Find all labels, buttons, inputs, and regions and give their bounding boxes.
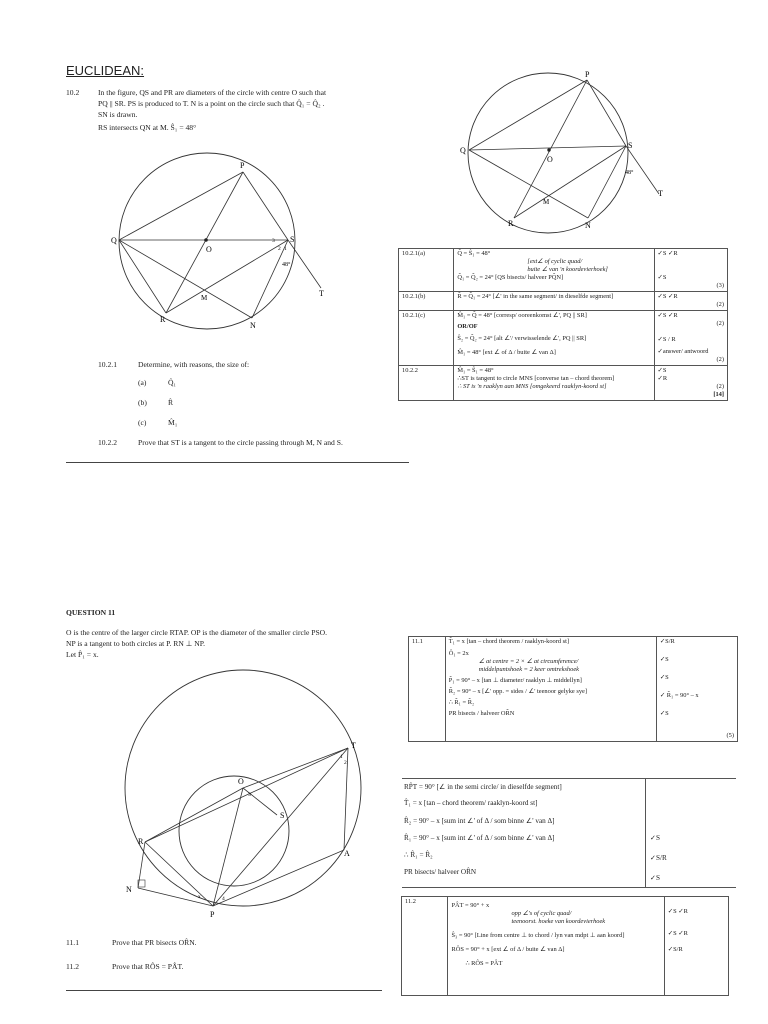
memo10-d-l3: ∴ ST is 'n raaklyn aan MNS [omgekeerd raaklyn-koord st] xyxy=(457,383,607,390)
q10-copy-label-o: O xyxy=(547,155,553,164)
q10-intro-4: RS intersects QN at M. Ŝ₁ = 48° xyxy=(98,123,197,132)
q10-label-angle: 48° xyxy=(282,262,291,268)
memo10-a-m1: ✓S ✓R xyxy=(657,250,678,257)
q111-number: 11.1 xyxy=(66,938,80,947)
q11-label-n: N xyxy=(126,885,132,894)
q11-label-o3: 3 xyxy=(248,792,251,798)
memo10-d-num: 10.2.2 xyxy=(399,366,454,401)
q11-label-a: A xyxy=(344,849,350,858)
memo111-table xyxy=(408,636,738,742)
memo112-m1: ✓S ✓R xyxy=(667,908,688,915)
memo112-num: 11.2 xyxy=(402,897,448,996)
memo10-c-marks1: (2) xyxy=(716,320,724,327)
q10-intro-2: PQ || SR. PS is produced to T. N is a point on the circle such that Q̂₁ = Q̂₂ . xyxy=(98,99,325,108)
memo112-table xyxy=(401,896,729,996)
memo10-d-l1: M̂₁ = Ŝ₁ = 48° xyxy=(457,367,494,374)
divider-left-1 xyxy=(66,462,409,463)
section-title: EUCLIDEAN: xyxy=(66,63,145,78)
q10-copy-label-m: M xyxy=(543,198,550,206)
memo111-num: 11.1 xyxy=(409,637,446,742)
q10-copy-label-t: T xyxy=(658,189,663,198)
memo111-m2: ✓S xyxy=(659,656,669,663)
memo10-c-m2: ✓S / R xyxy=(657,336,676,343)
memo112-l4: ∴ RÔS = PÂT xyxy=(465,960,503,967)
q11-label-s: S xyxy=(280,811,285,820)
memo10-c-m3: ✓answer/ antwoord xyxy=(657,348,709,355)
memo10-b-marks: (2) xyxy=(716,301,724,308)
q10-figure-copy xyxy=(445,68,685,238)
q11-label-p: P xyxy=(210,910,215,919)
part-a-value: Q̂₁ xyxy=(168,378,177,387)
q10-copy-label-s: S xyxy=(628,141,633,150)
q10-copy-label-r: R xyxy=(508,219,514,228)
q10-label-m: M xyxy=(201,294,208,302)
memo112-m3: ✓S/R xyxy=(667,946,683,953)
q11-figure xyxy=(100,660,390,920)
memo111-l6: PR bisects / halveer OR̂N xyxy=(448,710,515,717)
q10-label-o: O xyxy=(206,245,212,254)
part-c-value: M̂₁ xyxy=(168,418,178,427)
q112-text: Prove that RÔS = PÂT. xyxy=(112,962,184,971)
q11-intro-2: NP is a tangent to both circles at P. RN ⊥ NP. xyxy=(66,639,206,648)
q1021-number: 10.2.1 xyxy=(98,360,117,369)
memo10-d-l2: ∴ST is tangent to circle MNS [converse tan – chord theorem] xyxy=(457,375,615,382)
q10-number: 10.2 xyxy=(66,88,80,97)
q11-intro-1: O is the centre of the larger circle RTAP. OP is the diameter of the smaller circle PSO. xyxy=(66,628,328,637)
q10-label-t: T xyxy=(319,289,324,298)
memo111-m4: ✓ R̂₁ = 90° – x xyxy=(659,692,699,699)
memo10-d-marks: (2) xyxy=(716,383,724,390)
q11-label-t: T xyxy=(351,741,356,750)
part-b-value: R̂ xyxy=(168,398,174,407)
memo111b-l3: R̂₂ = 90° – x [sum int ∠' of Δ / som binne ∠' van Δ] xyxy=(404,817,555,825)
memo111-l4: R̂₂ = 90° – x [∠' opp. = sides / ∠' teenoor gelyke sye] xyxy=(448,688,588,695)
part-b-label: (b) xyxy=(138,398,147,407)
memo10-a-m2: ✓S xyxy=(657,274,667,281)
memo111b-l5: ∴ R̂₁ = R̂₂ xyxy=(404,851,433,859)
memo10-c-l1: M̂₁ = Q̂ = 48° [corresp/ ooreenkomst ∠', PQ || SR] xyxy=(457,312,587,319)
q11-label-o: O xyxy=(238,777,244,786)
memo10-a-r2: buite ∠ van 'n koordevierhoek] xyxy=(527,266,608,273)
part-c-label: (c) xyxy=(138,418,147,427)
memo111-m3: ✓S xyxy=(659,674,669,681)
memo112-l1a: PÂT = 90° + x xyxy=(451,902,490,909)
part-a-label: (a) xyxy=(138,378,147,387)
q1022-text: Prove that ST is a tangent to the circle passing through M, N and S. xyxy=(138,438,343,447)
q10-label-p: P xyxy=(240,161,245,170)
q10-centre-dot xyxy=(204,238,208,242)
q10-copy-label-angle: 48° xyxy=(625,170,634,176)
q10-label-n2: 2 xyxy=(278,246,281,252)
memo10-a-l1: Q̂ = Ŝ₁ = 48° xyxy=(457,250,491,257)
memo111-l3: P̂₁ = 90° – x [tan ⊥ diameter/ raaklyn ⊥ middellyn] xyxy=(448,677,582,684)
q11-label-p4: 4 xyxy=(222,896,225,902)
q111-text: Prove that PR bisects OR̂N. xyxy=(112,938,197,947)
q10-copy-label-q: Q xyxy=(460,146,466,155)
q10-intro-1: In the figure, QS and PR are diameters of the circle with centre O such that xyxy=(98,88,327,97)
memo10-a-marks: (3) xyxy=(716,282,724,289)
memo112-m2: ✓S ✓R xyxy=(667,930,688,937)
memo111b-l6: PR bisects/ halveer OR̂N xyxy=(404,868,477,876)
memo10-c-marks2: (2) xyxy=(716,356,724,363)
memo111-marks: (5) xyxy=(726,732,734,739)
q10-copy-label-p: P xyxy=(585,70,590,79)
q10-figure xyxy=(100,150,350,330)
memo112-l2: Ŝ₃ = 90° [Line from centre ⊥ to chord / lyn van mdpt ⊥ aan koord] xyxy=(451,932,625,939)
memo111-m1: ✓S/R xyxy=(659,638,675,645)
q1021-text: Determine, with reasons, the size of: xyxy=(138,360,250,369)
memo10-total: [14] xyxy=(713,391,724,398)
memo111b-box xyxy=(402,778,736,888)
memo111b-m1: ✓S xyxy=(650,834,661,842)
q11-heading: QUESTION 11 xyxy=(66,608,116,617)
q11-label-t2: 2 xyxy=(344,760,347,766)
memo111b-m2: ✓S/R xyxy=(650,854,667,862)
memo10-c-num: 10.2.1(c) xyxy=(399,311,454,366)
memo111b-m3: ✓S xyxy=(650,874,661,882)
q10-label-s: S xyxy=(290,235,295,244)
q10-label-q: Q xyxy=(111,236,117,245)
memo10-a-num: 10.2.1(a) xyxy=(399,249,454,292)
memo111-l5: ∴ R̂₁ = R̂₂ xyxy=(448,699,475,706)
q11-label-t1: 1 xyxy=(340,754,343,760)
memo111b-l4: R̂₁ = 90° – x [sum int ∠' of Δ / som binne ∠' van Δ] xyxy=(404,834,555,842)
q10-label-n3: 3 xyxy=(272,238,275,244)
q10-label-r: R xyxy=(160,315,166,324)
memo10-c-m1: ✓S ✓R xyxy=(657,312,678,319)
memo111-l2b: ∠ at centre = 2 × ∠ at circumference/ xyxy=(478,658,579,665)
memo111b-l1: RP̂T = 90° [∠ in the semi circle/ in dieselfde segment] xyxy=(404,783,562,791)
q112-number: 11.2 xyxy=(66,962,80,971)
memo10-a-r1: [ext∠ of cyclic quad/ xyxy=(527,258,583,265)
memo10-b-l1: R̂ = Q̂₁ = 24° [∠' in the same segment/ in dieselfde segment] xyxy=(457,293,614,300)
memo10-d-m1: ✓S xyxy=(657,367,667,374)
q10-label-n: N xyxy=(250,321,256,330)
memo10-c-or: OR/OF xyxy=(457,323,478,330)
memo10-b-m1: ✓S ✓R xyxy=(657,293,678,300)
memo10-c-l2: Ŝ₂ = Q̂₂ = 24° [alt ∠'/ verwisselende ∠', PQ || SR] xyxy=(457,335,587,342)
memo111-l2a: Ô₁ = 2x xyxy=(448,650,469,657)
memo112-l3: RÔS = 90° + x [ext ∠ of Δ / buite ∠ van Δ] xyxy=(451,946,565,953)
memo112-l1c: teenoorst. hoeke van koordevierhoek xyxy=(511,918,606,925)
memo10-c-l3: M̂₁ = 48° [ext ∠ of Δ / buite ∠ van Δ] xyxy=(457,349,556,356)
q10-intro-3: SN is drawn. xyxy=(98,110,138,119)
memo111-l1: T̂₁ = x [tan – chord theorem / raaklyn-koord st] xyxy=(448,638,570,645)
divider-left-2 xyxy=(66,990,382,991)
q11-intro-3: Let P̂₁ = x. xyxy=(66,650,99,659)
q10-label-n1: 1 xyxy=(284,246,287,252)
memo112-l1b: opp ∠'s of cyclic quad/ xyxy=(511,910,572,917)
memo10-table xyxy=(398,248,728,401)
memo111-l2c: middelpuntshoek = 2 keer omtrekshoek xyxy=(478,666,579,673)
memo10-d-m2: ✓R xyxy=(657,375,668,382)
q11-label-x: x xyxy=(198,894,201,900)
q11-small-circle xyxy=(179,776,289,886)
q10-copy-label-n: N xyxy=(585,221,591,230)
memo10-a-l2: Q̂₁ = Q̂₂ = 24° [QS bisects/ halveer PQ̂N] xyxy=(457,274,564,281)
memo10-b-num: 10.2.1(b) xyxy=(399,292,454,311)
memo111-m5: ✓S xyxy=(659,710,669,717)
q11-label-r: R xyxy=(138,837,144,846)
memo111b-l2: T̂₁ = x [tan – chord theorem/ raaklyn-koord st] xyxy=(404,799,538,807)
q1022-number: 10.2.2 xyxy=(98,438,117,447)
